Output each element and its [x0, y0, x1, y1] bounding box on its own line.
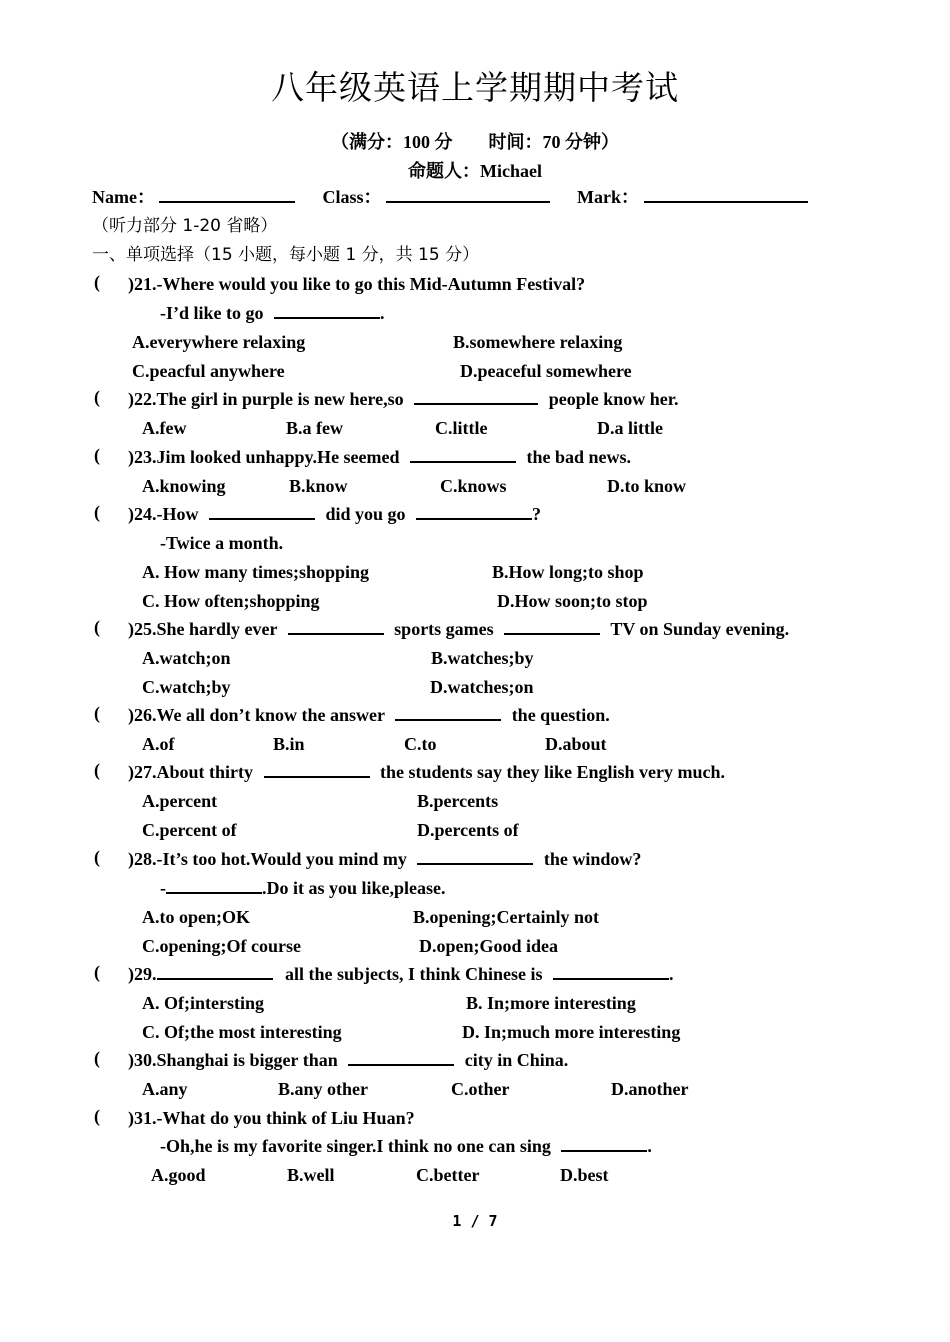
option-a: A. Of;intersting	[142, 993, 264, 1013]
option-d: D.percents of	[417, 820, 519, 840]
question-31-line2	[160, 1134, 652, 1158]
question-stem: )26.We all don’t know the answer	[128, 705, 385, 725]
author-line: 命题人：Michael	[408, 161, 542, 181]
answer-line: -Twice a month.	[160, 533, 284, 553]
exam-title: 八年级英语上学期期中考试	[271, 68, 679, 107]
question-21-line2	[160, 301, 385, 325]
question-31	[128, 1106, 415, 1130]
option-d: D.another	[611, 1079, 689, 1099]
question-stem: the window?	[543, 849, 642, 869]
name-label: Name：	[92, 187, 155, 207]
option-d: D.a little	[597, 418, 663, 438]
answer-blank[interactable]	[348, 1048, 454, 1066]
answer-bracket-open[interactable]: (	[94, 962, 100, 982]
option-b: B.a few	[286, 418, 343, 438]
question-25	[128, 617, 789, 641]
option-a: A.knowing	[142, 476, 226, 496]
question-stem: -I’d like to go	[160, 303, 264, 323]
question-stem: city in China.	[464, 1050, 569, 1070]
mark-label: Mark：	[577, 187, 639, 207]
option-a: A.everywhere relaxing	[132, 332, 306, 352]
option-c: C.watch;by	[142, 677, 231, 697]
answer-bracket-open[interactable]: (	[94, 502, 100, 522]
question-stem: )25.She hardly ever	[128, 619, 278, 639]
section-title: 一、单项选择（15 小题，每小题 1 分，共 15 分）	[92, 245, 480, 265]
option-b: B.in	[273, 734, 305, 754]
question-stem: sports games	[394, 619, 494, 639]
answer-text: .Do it as you like,please.	[262, 878, 446, 898]
class-field[interactable]	[386, 185, 550, 203]
class-label: Class：	[322, 187, 382, 207]
question-23	[128, 445, 631, 469]
answer-bracket-open[interactable]: (	[94, 847, 100, 867]
question-stem: -Oh,he is my favorite singer.I think no one can sing	[160, 1136, 551, 1156]
answer-blank[interactable]	[553, 962, 669, 980]
question-stem: all the subjects, I think Chinese is	[285, 964, 543, 984]
answer-bracket-open[interactable]: (	[94, 1106, 100, 1126]
punctuation: .	[669, 964, 674, 984]
question-22	[128, 387, 679, 411]
name-field[interactable]	[159, 185, 295, 203]
option-d: D.How soon;to stop	[497, 591, 648, 611]
answer-bracket-open[interactable]: (	[94, 1048, 100, 1068]
answer-blank[interactable]	[561, 1134, 647, 1152]
question-stem: )31.-What do you think of Liu Huan?	[128, 1108, 415, 1128]
option-b: B.somewhere relaxing	[453, 332, 623, 352]
option-d: D.about	[545, 734, 607, 754]
option-a: A.few	[142, 418, 187, 438]
option-c: C.percent of	[142, 820, 237, 840]
answer-blank[interactable]	[417, 847, 533, 865]
question-28	[128, 847, 641, 871]
option-a: A.any	[142, 1079, 188, 1099]
option-c: C.opening;Of course	[142, 936, 301, 956]
punctuation: .	[380, 303, 385, 323]
option-c: C.peacful anywhere	[132, 361, 285, 381]
option-a: A.of	[142, 734, 175, 754]
question-stem: )29.	[128, 964, 157, 984]
option-b: B.well	[287, 1165, 335, 1185]
answer-bracket-open[interactable]: (	[94, 445, 100, 465]
answer-bracket-open[interactable]: (	[94, 272, 100, 292]
answer-blank[interactable]	[504, 617, 600, 635]
question-29	[128, 962, 674, 986]
answer-blank[interactable]	[166, 876, 262, 894]
option-d: D.peaceful somewhere	[460, 361, 632, 381]
option-b: B.How long;to shop	[492, 562, 644, 582]
question-stem: TV on Sunday evening.	[610, 619, 790, 639]
option-c: C. How often;shopping	[142, 591, 320, 611]
answer-blank[interactable]	[209, 502, 315, 520]
option-a: A.good	[151, 1165, 206, 1185]
question-26	[128, 703, 610, 727]
mark-field[interactable]	[644, 185, 808, 203]
answer-blank[interactable]	[410, 445, 516, 463]
option-a: A.to open;OK	[142, 907, 250, 927]
answer-blank[interactable]	[414, 387, 538, 405]
answer-blank[interactable]	[395, 703, 501, 721]
option-b: B. In;more interesting	[466, 993, 636, 1013]
question-stem: )24.-How	[128, 504, 199, 524]
option-c: C.knows	[440, 476, 507, 496]
question-stem: the students say they like English very much.	[380, 762, 726, 782]
question-stem: the bad news.	[526, 447, 632, 467]
option-c: C.better	[416, 1165, 480, 1185]
question-stem: the question.	[511, 705, 610, 725]
punctuation: ?	[532, 504, 542, 524]
question-stem: )30.Shanghai is bigger than	[128, 1050, 338, 1070]
answer-bracket-open[interactable]: (	[94, 387, 100, 407]
answer-blank[interactable]	[274, 301, 380, 319]
question-stem: )23.Jim looked unhappy.He seemed	[128, 447, 400, 467]
answer-blank[interactable]	[416, 502, 532, 520]
question-21	[128, 272, 585, 296]
option-a: A. How many times;shopping	[142, 562, 370, 582]
question-stem: )21.-Where would you like to go this Mid-Autumn Festival?	[128, 274, 586, 294]
option-a: A.watch;on	[142, 648, 231, 668]
answer-blank[interactable]	[264, 760, 370, 778]
option-b: B.opening;Certainly not	[413, 907, 600, 927]
option-d: D.open;Good idea	[419, 936, 559, 956]
answer-dash: -	[160, 878, 166, 898]
answer-bracket-open[interactable]: (	[94, 617, 100, 637]
answer-line	[160, 876, 446, 900]
punctuation: .	[647, 1136, 652, 1156]
option-c: C.other	[451, 1079, 510, 1099]
option-d: D.watches;on	[430, 677, 534, 697]
question-27	[128, 760, 725, 784]
page-number: 1 / 7	[452, 1212, 498, 1230]
option-c: C.to	[404, 734, 437, 754]
answer-bracket-open[interactable]: (	[94, 760, 100, 780]
question-30	[128, 1048, 568, 1072]
listening-note: （听力部分 1-20 省略）	[92, 216, 278, 236]
answer-bracket-open[interactable]: (	[94, 703, 100, 723]
option-b: B.watches;by	[431, 648, 534, 668]
question-stem: )28.-It’s too hot.Would you mind my	[128, 849, 407, 869]
option-b: B.know	[289, 476, 348, 496]
option-d: D.to know	[607, 476, 687, 496]
question-stem: )22.The girl in purple is new here,so	[128, 389, 404, 409]
question-stem: )27.About thirty	[128, 762, 253, 782]
option-a: A.percent	[142, 791, 218, 811]
info-line	[92, 185, 808, 209]
option-b: B.any other	[278, 1079, 368, 1099]
question-stem: did you go	[325, 504, 406, 524]
option-c: C.little	[435, 418, 488, 438]
question-24	[128, 502, 541, 526]
answer-blank[interactable]	[157, 962, 273, 980]
question-stem: people know her.	[548, 389, 679, 409]
score-time-line: （满分：100 分 时间：70 分钟）	[331, 132, 619, 152]
option-c: C. Of;the most interesting	[142, 1022, 342, 1042]
option-b: B.percents	[417, 791, 499, 811]
option-d: D. In;much more interesting	[462, 1022, 681, 1042]
answer-blank[interactable]	[288, 617, 384, 635]
option-d: D.best	[560, 1165, 609, 1185]
